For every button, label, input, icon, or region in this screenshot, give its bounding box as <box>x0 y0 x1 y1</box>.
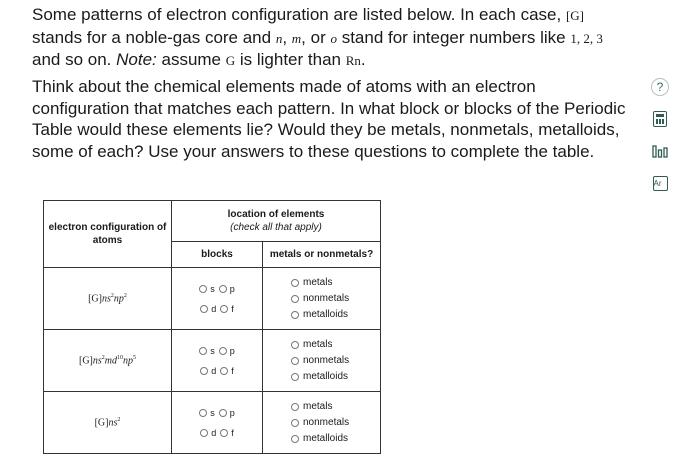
subshell-d: d <box>112 355 118 367</box>
exponent: 2 <box>110 292 114 299</box>
intro-text: is lighter than <box>235 50 346 69</box>
sep: , or <box>301 27 331 47</box>
sep: , <box>282 27 292 47</box>
exponent: 2 <box>101 354 105 361</box>
option-label: metalloids <box>303 309 349 320</box>
block-label: d <box>211 427 217 438</box>
block-label: f <box>231 365 234 376</box>
radio-button[interactable] <box>291 403 299 411</box>
core-symbol: [G] <box>565 8 584 23</box>
subshell-s: s <box>97 355 102 367</box>
intro-text: assume <box>156 50 226 69</box>
radio-button[interactable] <box>220 429 228 437</box>
block-label: s <box>210 407 215 418</box>
option-label: nonmetals <box>303 355 350 366</box>
exponent: 2 <box>117 416 121 423</box>
shell-n: n <box>92 355 98 367</box>
metals-cell <box>263 392 381 454</box>
block-label: f <box>231 303 234 314</box>
option-label: nonmetals <box>303 417 350 428</box>
config-cell <box>44 392 172 454</box>
integers: 1, 2, 3 <box>570 30 603 46</box>
radio-button[interactable] <box>291 311 299 319</box>
radio-button[interactable] <box>291 341 299 349</box>
header-location <box>172 201 381 242</box>
block-f-option[interactable] <box>220 366 234 376</box>
block-f-option[interactable] <box>220 428 234 438</box>
header-config: electron configuration of atoms <box>44 201 172 268</box>
tool-sidebar <box>648 78 672 206</box>
config-cell <box>44 268 172 330</box>
intro-text: stand for integer numbers like <box>336 27 571 47</box>
calculator-icon <box>653 111 667 127</box>
g-symbol: G <box>225 53 236 68</box>
var-m: m <box>291 30 302 46</box>
option-label: metalloids <box>303 433 349 444</box>
option-label: metals <box>303 277 333 288</box>
block-label: d <box>211 303 217 314</box>
block-label: p <box>229 407 235 418</box>
question-paragraph: Think about the chemical elements made of atoms with an electron configuration that matches each pattern. In what block or blocks of the Periodic Table would these elements lie? Would they be metals, nonmetals, metalloids, some of each? Use your answers to these questions to complete the table. <box>32 77 626 161</box>
nonmetals-option[interactable] <box>291 353 380 369</box>
block-p-option[interactable] <box>219 408 235 418</box>
metals-cell <box>263 268 381 330</box>
block-p-option[interactable] <box>219 284 235 294</box>
radio-button[interactable] <box>291 279 299 287</box>
radio-button[interactable] <box>200 367 208 375</box>
intro-paragraph <box>32 4 632 72</box>
intro-text: stands for a noble-gas core and <box>32 27 276 47</box>
block-p-option[interactable] <box>219 346 235 356</box>
blocks-cell <box>172 330 263 392</box>
help-icon[interactable] <box>651 78 669 96</box>
rn-symbol: Rn <box>345 53 361 68</box>
exponent: 2 <box>123 292 127 299</box>
radio-button[interactable] <box>291 435 299 443</box>
nonmetals-option[interactable] <box>291 415 380 431</box>
radio-button[interactable] <box>200 429 208 437</box>
radio-button[interactable] <box>219 409 227 417</box>
radio-button[interactable] <box>199 409 207 417</box>
header-location-title: location of elements <box>227 209 325 220</box>
help-glyph: ? <box>656 80 664 94</box>
shell-n: n <box>113 293 119 305</box>
radio-button[interactable] <box>291 419 299 427</box>
block-s-option[interactable] <box>199 284 215 294</box>
shell-n: n <box>123 355 129 367</box>
radio-button[interactable] <box>199 347 207 355</box>
ar-label: Ar <box>653 178 662 188</box>
block-label: f <box>231 427 234 438</box>
option-label: metalloids <box>303 371 349 382</box>
periodic-table-button[interactable] <box>651 174 669 192</box>
metalloids-option[interactable] <box>291 307 380 323</box>
metalloids-option[interactable] <box>291 369 380 385</box>
var-n: n <box>275 30 283 46</box>
radio-button[interactable] <box>220 305 228 313</box>
radio-button[interactable] <box>291 373 299 381</box>
block-d-option[interactable] <box>200 304 216 314</box>
var-o: o <box>330 30 337 46</box>
option-label: metals <box>303 401 333 412</box>
table-row <box>44 392 381 454</box>
block-label: d <box>211 365 217 376</box>
intro-text: and so on. <box>32 50 117 69</box>
metals-option[interactable] <box>291 337 380 353</box>
table-row <box>44 330 381 392</box>
metals-cell <box>263 330 381 392</box>
config-cell <box>44 330 172 392</box>
shell-n: n <box>108 417 114 429</box>
answer-table <box>43 200 381 454</box>
table-row <box>44 268 381 330</box>
metals-option[interactable] <box>291 275 380 291</box>
shell-n: n <box>101 293 107 305</box>
block-label: p <box>229 283 235 294</box>
radio-button[interactable] <box>199 285 207 293</box>
nonmetals-option[interactable] <box>291 291 380 307</box>
subshell-s: s <box>113 417 118 429</box>
radio-button[interactable] <box>291 295 299 303</box>
header-metals: metals or nonmetals? <box>263 242 381 268</box>
radio-button[interactable] <box>220 367 228 375</box>
block-label: s <box>210 283 215 294</box>
bar-chart-icon <box>652 144 668 158</box>
block-s-option[interactable] <box>199 346 215 356</box>
block-s-option[interactable] <box>199 408 215 418</box>
radio-button[interactable] <box>219 285 227 293</box>
intro-text: Some patterns of electron configuration are listed below. In each case, <box>32 5 562 24</box>
blocks-cell <box>172 392 263 454</box>
block-d-option[interactable] <box>200 366 216 376</box>
data-chart-button[interactable] <box>651 142 669 160</box>
block-label: p <box>229 345 235 356</box>
option-label: nonmetals <box>303 293 350 304</box>
metalloids-option[interactable] <box>291 431 380 447</box>
core-symbol: [G] <box>88 293 102 305</box>
subshell-s: s <box>106 293 111 305</box>
blocks-cell <box>172 268 263 330</box>
radio-button[interactable] <box>219 347 227 355</box>
core-symbol: [G] <box>78 355 93 367</box>
radio-button[interactable] <box>291 357 299 365</box>
core-symbol: [G] <box>94 417 109 429</box>
radio-button[interactable] <box>200 305 208 313</box>
periodic-table-icon <box>653 176 668 191</box>
exponent: 5 <box>133 354 137 361</box>
header-location-sub: (check all that apply) <box>230 222 322 233</box>
exponent: 10 <box>117 354 124 361</box>
note-label: Note: <box>116 50 157 69</box>
block-f-option[interactable] <box>220 304 234 314</box>
header-blocks: blocks <box>172 242 263 268</box>
calculator-button[interactable] <box>651 110 669 128</box>
intro-text: . <box>360 50 366 69</box>
block-d-option[interactable] <box>200 428 216 438</box>
block-label: s <box>210 345 215 356</box>
subshell-p: p <box>128 355 134 367</box>
metals-option[interactable] <box>291 399 380 415</box>
subshell-p: p <box>118 293 124 305</box>
shell-m: m <box>104 355 113 367</box>
option-label: metals <box>303 339 333 350</box>
